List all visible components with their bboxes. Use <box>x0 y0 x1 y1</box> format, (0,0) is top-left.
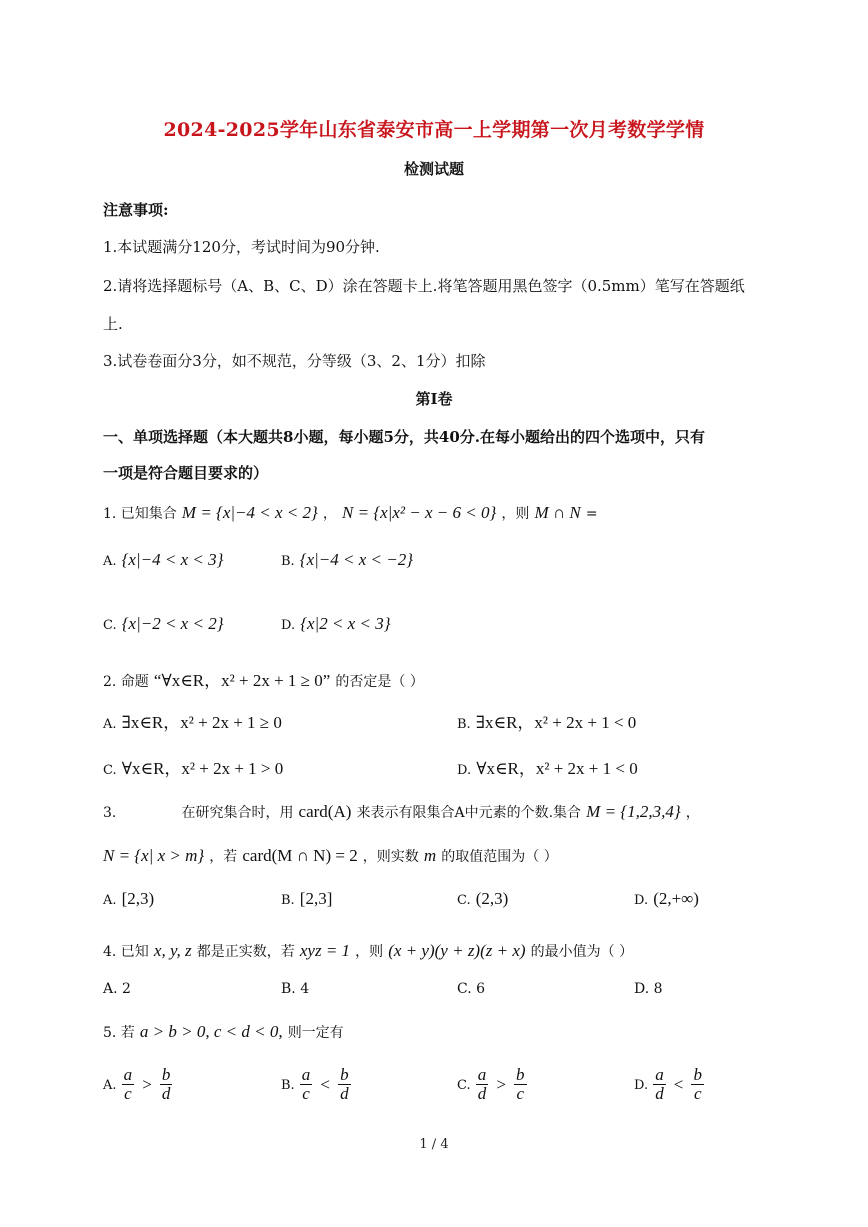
option-text: 2 <box>122 981 131 997</box>
q5-option-d <box>634 1066 704 1103</box>
option-label: D. <box>634 893 649 908</box>
q4-option-a <box>103 981 131 997</box>
q3-option-d <box>634 889 699 909</box>
q4-prefix: 4. 已知 <box>103 944 149 960</box>
q4-variables: x, y, z <box>153 941 192 960</box>
q2-prefix: 2. 命题 <box>103 674 149 690</box>
option-text: {x|−4 < x < −2} <box>299 550 414 569</box>
denominator: d <box>655 1084 664 1103</box>
option-label: A. <box>103 893 117 908</box>
option-label: C. <box>457 981 472 997</box>
q3-set-n: N = {x| x > m} <box>103 846 205 865</box>
denominator: c <box>516 1084 525 1103</box>
option-label: D. <box>634 1078 649 1093</box>
denominator: c <box>302 1084 310 1103</box>
option-label: A. <box>103 1078 117 1093</box>
document-title: 2024-2025学年山东省泰安市高一上学期第一次月考数学学情 <box>163 119 705 141</box>
q4-option-d <box>634 981 663 997</box>
q4-option-b <box>281 981 309 997</box>
option-label: C. <box>457 893 471 908</box>
option-label: B. <box>457 717 471 732</box>
q3-card: card(A) <box>298 802 352 821</box>
q4-text-2: ，则 <box>355 944 384 960</box>
denominator: d <box>161 1084 171 1103</box>
q2-option-d <box>457 754 638 779</box>
q1-expression: M ∩ N <box>534 503 581 522</box>
note-item-1: 1.本试题满分120分，考试时间为90分钟. <box>103 238 380 256</box>
document-subtitle: 检测试题 <box>403 160 464 178</box>
page-number: 1 / 4 <box>419 1137 449 1152</box>
numerator: a <box>477 1065 487 1084</box>
q5-tail: 则一定有 <box>287 1025 344 1041</box>
option-label: D. <box>634 981 650 997</box>
q3-variable-m: m <box>423 846 437 865</box>
q1-set-m: M = {x|−4 < x < 2} <box>181 503 318 522</box>
q4-condition: xyz = 1 <box>299 941 351 960</box>
option-text: ∃x∈R，x² + 2x + 1 ≥ 0 <box>121 713 282 732</box>
option-text: {x|−2 < x < 2} <box>121 614 224 633</box>
q1-prefix: 1. 已知集合 <box>103 506 177 522</box>
q5-prefix: 5. 若 <box>103 1025 135 1041</box>
denominator: d <box>340 1084 349 1103</box>
option-label: D. <box>457 763 472 778</box>
fraction-left <box>122 1066 135 1103</box>
q5-option-b <box>281 1066 351 1103</box>
note-item-3: 3.试卷卷面分3分，如不规范，分等级（3、2、1分）扣除 <box>103 352 486 370</box>
option-label: B. <box>281 981 296 997</box>
q2-statement: “∀x∈R，x² + 2x + 1 ≥ 0” <box>153 671 331 690</box>
note-item-2-cont: 上. <box>103 315 123 333</box>
option-text: [2,3] <box>299 889 333 908</box>
q4-text-1: 都是正实数，若 <box>196 944 295 960</box>
q1-option-c <box>103 614 224 634</box>
option-label: B. <box>281 893 295 908</box>
q1-set-n: N = {x|x² − x − 6 < 0} <box>342 503 497 522</box>
q5-option-c <box>457 1066 527 1103</box>
q3-comma: ， <box>685 805 700 821</box>
q1-option-b <box>281 550 413 570</box>
fraction-right <box>691 1066 704 1103</box>
part-label: 第Ⅰ卷 <box>415 390 453 408</box>
option-text: (2,+∞) <box>653 889 699 908</box>
q1-tail: ，则 <box>501 506 530 522</box>
q1-option-a <box>103 550 223 570</box>
option-text: ∃x∈R，x² + 2x + 1 < 0 <box>475 713 637 732</box>
q3-text-2: 来表示有限集合A中元素的个数.集合 <box>356 805 582 821</box>
option-text: (2,3) <box>475 889 509 908</box>
option-label: A. <box>103 554 117 569</box>
numerator: b <box>516 1065 525 1084</box>
denominator: c <box>124 1084 132 1103</box>
numerator: a <box>123 1065 133 1084</box>
option-label: D. <box>281 618 296 633</box>
q2-option-c <box>103 754 283 779</box>
fraction-left <box>476 1066 489 1103</box>
relation-symbol: > <box>496 1074 506 1094</box>
q3-set-m: M = {1,2,3,4} <box>586 802 681 821</box>
fraction-left <box>300 1066 313 1103</box>
numerator: b <box>693 1065 702 1084</box>
q3-option-c <box>457 889 508 909</box>
question-2 <box>103 666 424 691</box>
notes-heading: 注意事项: <box>103 201 169 219</box>
q3-option-a <box>103 889 154 909</box>
numerator: b <box>340 1065 349 1084</box>
q3-text-3: ，若 <box>209 849 238 865</box>
option-label: B. <box>281 1078 295 1093</box>
numerator: a <box>655 1065 664 1084</box>
q4-option-c <box>457 981 485 997</box>
note-item-2: 2.请将选择题标号（A、B、C、D）涂在答题卡上.将笔答题用黑色签字（0.5mm）笔写在答题纸 <box>103 277 745 295</box>
q2-option-a <box>103 708 282 733</box>
q1-equals: = <box>585 506 598 522</box>
option-label: A. <box>103 717 117 732</box>
q1-option-d <box>281 614 391 634</box>
section-heading-line1: 一、单项选择题（本大题共8小题，每小题5分，共40分.在每小题给出的四个选项中，只有 <box>103 428 705 446</box>
q3-text-4: ，则实数 <box>362 849 419 865</box>
option-label: C. <box>103 618 117 633</box>
option-text: ∀x∈R，x² + 2x + 1 > 0 <box>121 759 284 778</box>
q3-condition: card(M ∩ N) = 2 <box>242 846 358 865</box>
option-text: 6 <box>476 981 486 997</box>
fraction-right <box>514 1066 527 1103</box>
question-4 <box>103 941 633 961</box>
option-text: 8 <box>653 981 663 997</box>
q3-number: 3. <box>103 805 117 821</box>
numerator: a <box>301 1065 311 1084</box>
denominator: d <box>477 1084 487 1103</box>
q2-option-b <box>457 708 636 733</box>
q3-option-b <box>281 889 332 909</box>
q3-text-5: 的取值范围为（ ） <box>441 849 558 865</box>
q5-option-a <box>103 1066 172 1103</box>
option-label: A. <box>103 981 118 997</box>
q5-condition: a > b > 0, c < d < 0, <box>139 1022 283 1041</box>
q1-comma: ， <box>322 506 337 522</box>
question-1 <box>103 503 598 523</box>
option-label: C. <box>103 763 117 778</box>
fraction-right <box>160 1066 173 1103</box>
question-3-line-2 <box>103 846 558 866</box>
relation-symbol: < <box>320 1074 330 1094</box>
option-text: ∀x∈R，x² + 2x + 1 < 0 <box>476 759 638 778</box>
question-3 <box>103 802 700 822</box>
relation-symbol: > <box>142 1074 152 1094</box>
option-text: {x|−4 < x < 3} <box>121 550 224 569</box>
q2-tail: 的否定是（ ） <box>335 674 424 690</box>
option-text: {x|2 < x < 3} <box>300 614 391 633</box>
numerator: b <box>161 1065 171 1084</box>
relation-symbol: < <box>673 1074 684 1094</box>
option-text: [2,3) <box>121 889 155 908</box>
option-text: 4 <box>300 981 310 997</box>
denominator: c <box>693 1084 702 1103</box>
option-label: C. <box>457 1078 471 1093</box>
option-label: B. <box>281 554 295 569</box>
section-heading-line2: 一项是符合题目要求的） <box>103 464 269 482</box>
fraction-left <box>653 1066 666 1103</box>
q4-expression: (x + y)(y + z)(z + x) <box>388 941 526 960</box>
fraction-right <box>338 1066 351 1103</box>
q3-text-1: 在研究集合时，用 <box>181 805 294 821</box>
q4-text-3: 的最小值为（ ） <box>530 944 634 960</box>
question-5 <box>103 1022 344 1042</box>
